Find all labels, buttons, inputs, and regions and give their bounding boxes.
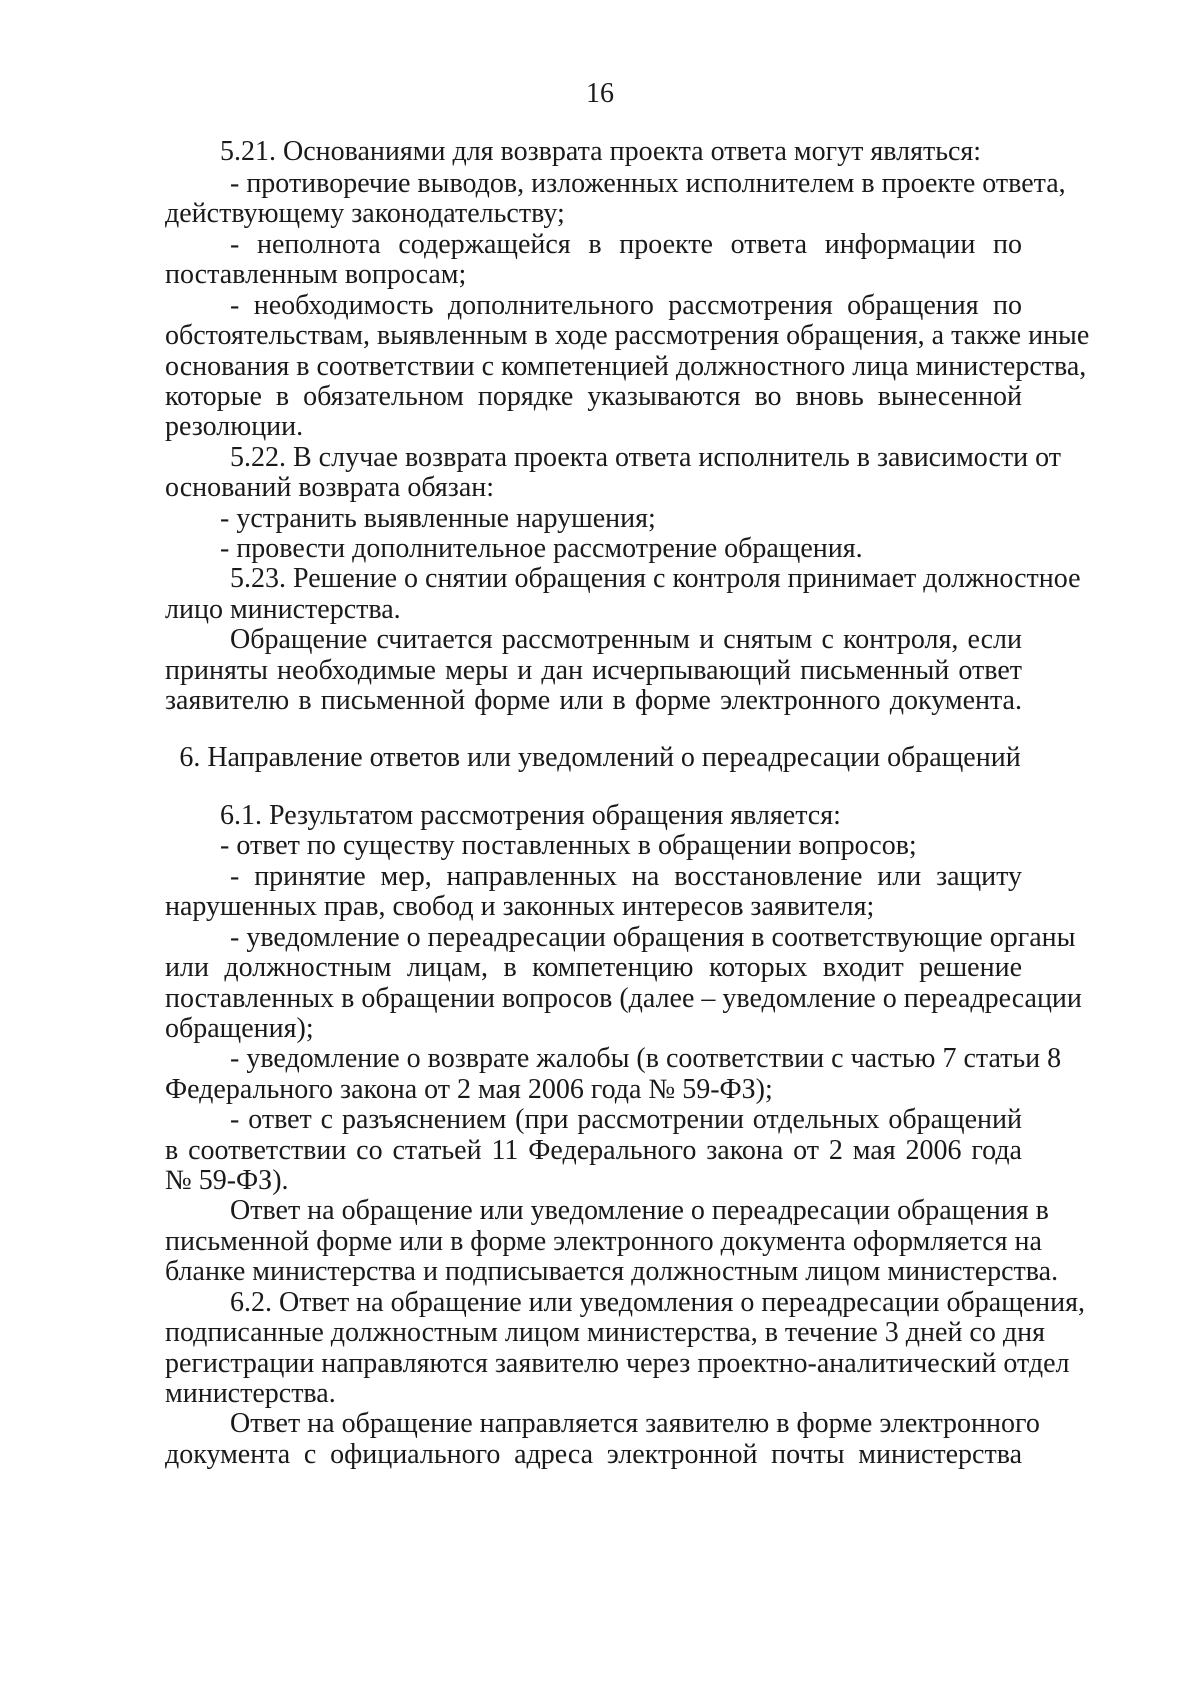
text-line: - принятие мер, направленных на восстановление или защиту <box>230 861 1022 892</box>
text-line: - уведомление о возврате жалобы (в соответствии с частью 7 статьи 8 <box>230 1043 1062 1074</box>
text-line: Обращение считается рассмотренным и снятым с контроля, если <box>230 624 1022 655</box>
text-line: 6.2. Ответ на обращение или уведомления о переадресации обращения, <box>230 1287 1086 1318</box>
text-line: которые в обязательном порядке указываются во вновь вынесенной <box>165 381 1022 412</box>
text-line: № 59-ФЗ). <box>165 1165 289 1196</box>
text-line: нарушенных прав, свобод и законных интересов заявителя; <box>165 891 875 922</box>
text-line: Ответ на обращение или уведомление о переадресации обращения в <box>230 1195 1049 1226</box>
text-line: оснований возврата обязан: <box>165 472 495 503</box>
text-line: поставленным вопросам; <box>165 259 467 290</box>
text-line: основания в соответствии с компетенцией должностного лица министерства, <box>165 351 1087 382</box>
text-line: обращения); <box>165 1013 314 1044</box>
text-line: - необходимость дополнительного рассмотрения обращения по <box>230 290 1022 321</box>
text-line: - провести дополнительное рассмотрение обращения. <box>220 533 863 564</box>
text-line: 5.23. Решение о снятии обращения с контроля принимает должностное <box>230 563 1081 594</box>
text-line: - уведомление о переадресации обращения в соответствующие органы <box>230 922 1076 953</box>
text-line: 6.1. Результатом рассмотрения обращения является: <box>220 800 841 831</box>
text-line: бланке министерства и подписывается должностным лицом министерства. <box>165 1256 1059 1287</box>
text-line: Федерального закона от 2 мая 2006 года № 59-ФЗ); <box>165 1074 773 1105</box>
text-line: регистрации направляются заявителю через проектно-аналитический отдел <box>165 1348 1070 1379</box>
page-number: 16 <box>586 78 614 109</box>
text-line: министерства. <box>165 1378 336 1409</box>
section-heading: 6. Направление ответов или уведомлений о переадресации обращений <box>179 742 1021 773</box>
text-line: приняты необходимые меры и дан исчерпывающий письменный ответ <box>165 655 1022 686</box>
text-line: или должностным лицам, в компетенцию которых входит решение <box>165 952 1022 983</box>
text-line: лицо министерства. <box>165 594 401 625</box>
text-line: документа с официального адреса электронной почты министерства <box>165 1439 1022 1470</box>
text-line: поставленных в обращении вопросов (далее – уведомление о переадресации <box>165 983 1082 1014</box>
text-line: заявителю в письменной форме или в форме электронного документа. <box>165 685 1022 716</box>
text-line: действующему законодательству; <box>165 198 565 229</box>
text-line: - неполнота содержащейся в проекте ответа информации по <box>230 229 1022 260</box>
text-line: - противоречие выводов, изложенных исполнителем в проекте ответа, <box>230 168 1066 199</box>
text-line: письменной форме или в форме электронного документа оформляется на <box>165 1226 1042 1257</box>
text-line: - ответ по существу поставленных в обращении вопросов; <box>220 830 917 861</box>
text-line: обстоятельствам, выявленным в ходе рассмотрения обращения, а также иные <box>165 320 1090 351</box>
text-line: в соответствии со статьей 11 Федерального закона от 2 мая 2006 года <box>165 1135 1022 1166</box>
text-line: 5.21. Основаниями для возврата проекта ответа могут являться: <box>220 136 982 167</box>
text-line: - ответ с разъяснением (при рассмотрении отдельных обращений <box>230 1104 1022 1135</box>
text-line: - устранить выявленные нарушения; <box>220 503 656 534</box>
text-line: 5.22. В случае возврата проекта ответа исполнитель в зависимости от <box>230 442 1062 473</box>
text-line: резолюции. <box>165 411 304 442</box>
text-line: подписанные должностным лицом министерства, в течение 3 дней со дня <box>165 1317 1045 1348</box>
text-line: Ответ на обращение направляется заявителю в форме электронного <box>230 1408 1040 1439</box>
